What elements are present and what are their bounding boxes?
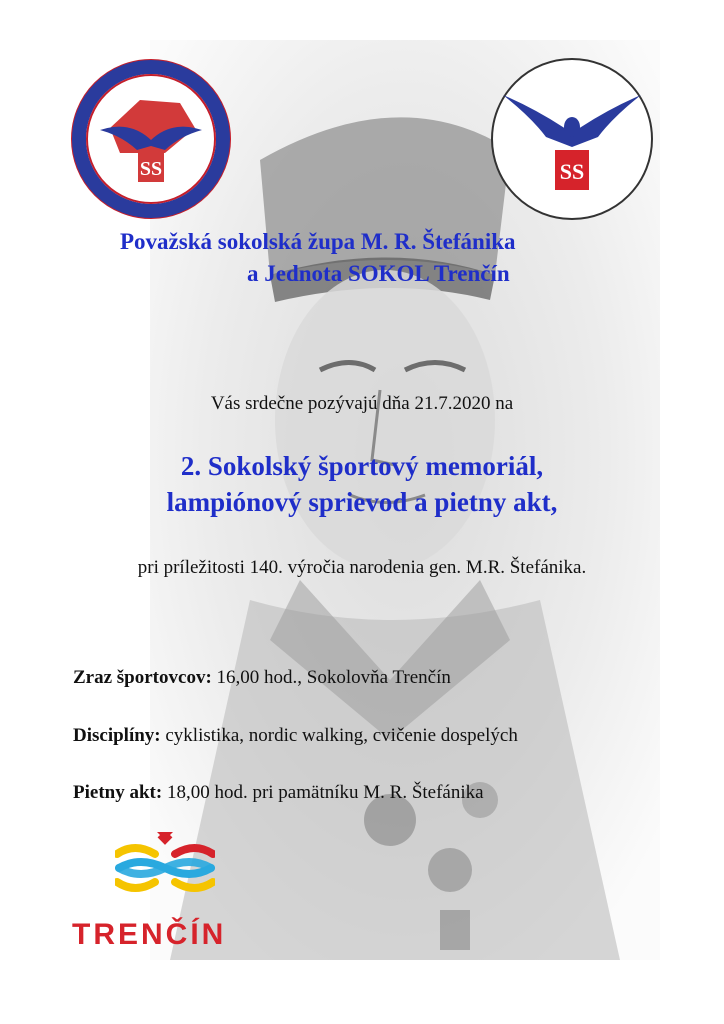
detail-label: Disciplíny: (73, 725, 161, 746)
detail-value: cyklistika, nordic walking, cvičenie dospelých (160, 725, 518, 746)
detail-gathering (73, 667, 451, 689)
detail-label: Zraz športovcov: (73, 667, 212, 688)
detail-value: 18,00 hod. pri pamätníku M. R. Štefánika (162, 782, 484, 803)
detail-disciplines (73, 725, 518, 747)
detail-value: 16,00 hod., Sokolovňa Trenčín (211, 667, 451, 688)
svg-text:SS: SS (139, 158, 163, 180)
event-title-line-2: lampiónový sprievod a pietny akt, (166, 487, 558, 517)
invitation-text: Vás srdečne pozývajú dňa 21.7.2020 na (210, 393, 514, 414)
occasion-text: pri príležitosti 140. výročia narodenia gen. M.R. Štefánika. (137, 557, 587, 578)
trencin-emblem-icon (115, 832, 215, 898)
povazska-sokolska-zupa-logo (70, 58, 232, 220)
jednota-sokol-trencin-logo (488, 55, 656, 223)
detail-memorial (73, 782, 484, 804)
organizer-line-1: Považská sokolská župa M. R. Štefánika (120, 229, 516, 254)
organizer-line-2: a Jednota SOKOL Trenčín (247, 261, 510, 286)
detail-label: Pietny akt: (73, 782, 163, 803)
trencin-wordmark: TRENČÍN (72, 918, 227, 951)
svg-text:SS: SS (559, 159, 585, 184)
event-title-line-1: 2. Sokolský športový memoriál, (180, 451, 544, 481)
